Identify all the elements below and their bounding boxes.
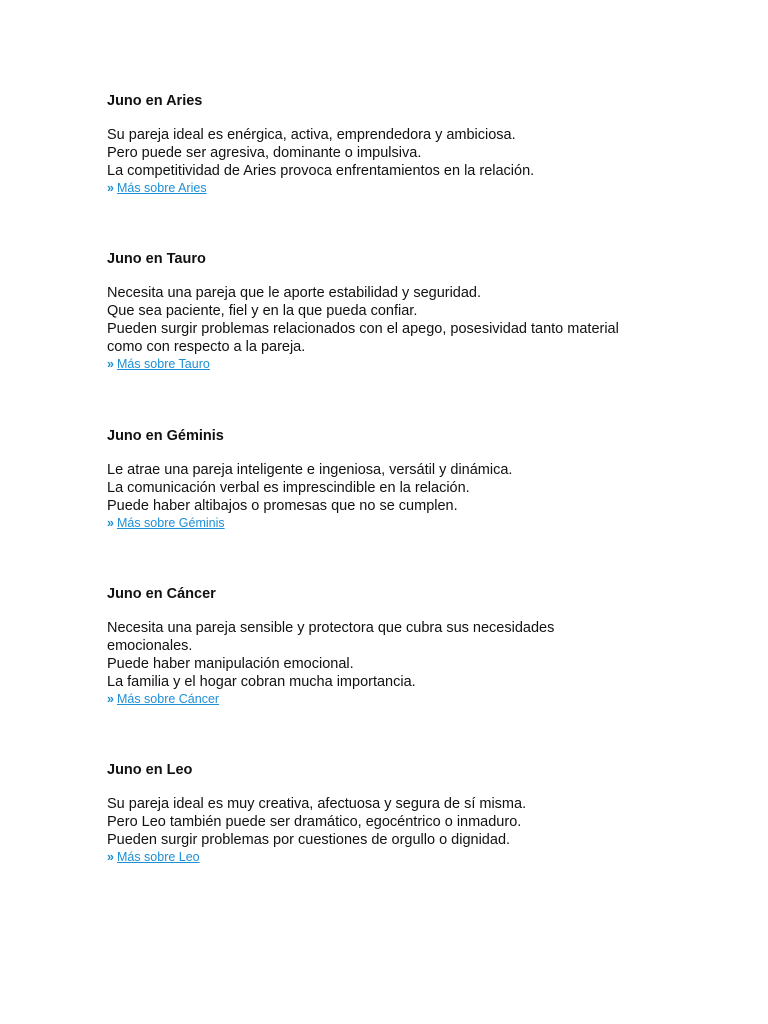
body-line: Pero Leo también puede ser dramático, egocéntrico o inmaduro.: [107, 814, 522, 830]
body-line: Necesita una pareja sensible y protectora que cubra sus necesidades: [107, 620, 555, 636]
body-line: Le atrae una pareja inteligente e ingeniosa, versátil y dinámica.: [107, 462, 513, 478]
body-line: Necesita una pareja que le aporte estabilidad y seguridad.: [107, 285, 482, 301]
body-line: Que sea paciente, fiel y en la que pueda confiar.: [107, 303, 418, 319]
more-link-row-aries: [107, 180, 667, 196]
section-tauro: [107, 250, 667, 372]
body-line: emocionales.: [107, 638, 193, 654]
raquo-icon: »: [107, 850, 114, 864]
body-line: Su pareja ideal es enérgica, activa, emprendedora y ambiciosa.: [107, 127, 516, 143]
section-body-leo: [107, 795, 667, 849]
section-body-tauro: [107, 284, 667, 356]
section-body-geminis: [107, 461, 667, 515]
section-aries: [107, 92, 667, 196]
body-line: La familia y el hogar cobran mucha importancia.: [107, 674, 416, 690]
body-line: Pueden surgir problemas relacionados con el apego, posesividad tanto material: [107, 321, 619, 337]
section-heading-tauro: Juno en Tauro: [107, 251, 206, 267]
body-line: La competitividad de Aries provoca enfrentamientos en la relación.: [107, 163, 535, 179]
body-line: Puede haber manipulación emocional.: [107, 656, 354, 672]
section-heading-leo: Juno en Leo: [107, 762, 193, 778]
more-link-row-tauro: [107, 356, 667, 372]
section-heading-aries: Juno en Aries: [107, 93, 203, 109]
more-link-tauro[interactable]: Más sobre Tauro: [116, 357, 210, 371]
more-link-aries[interactable]: Más sobre Aries: [116, 181, 207, 195]
section-geminis: [107, 427, 667, 531]
body-line: Puede haber altibajos o promesas que no se cumplen.: [107, 498, 458, 514]
body-line: La comunicación verbal es imprescindible en la relación.: [107, 480, 470, 496]
section-body-aries: [107, 126, 667, 180]
raquo-icon: »: [107, 516, 114, 530]
raquo-icon: »: [107, 692, 114, 706]
section-heading-geminis: Juno en Géminis: [107, 428, 224, 444]
more-link-row-cancer: [107, 691, 667, 707]
body-line: como con respecto a la pareja.: [107, 339, 306, 355]
more-link-leo[interactable]: Más sobre Leo: [116, 850, 200, 864]
section-cancer: [107, 585, 667, 707]
body-line: Su pareja ideal es muy creativa, afectuosa y segura de sí misma.: [107, 796, 527, 812]
more-link-geminis[interactable]: Más sobre Géminis: [116, 516, 225, 530]
more-link-row-geminis: [107, 515, 667, 531]
body-line: Pueden surgir problemas por cuestiones de orgullo o dignidad.: [107, 832, 511, 848]
more-link-cancer[interactable]: Más sobre Cáncer: [116, 692, 220, 706]
raquo-icon: »: [107, 181, 114, 195]
more-link-row-leo: [107, 849, 667, 865]
section-leo: [107, 761, 667, 865]
section-body-cancer: [107, 619, 667, 691]
body-line: Pero puede ser agresiva, dominante o impulsiva.: [107, 145, 422, 161]
section-heading-cancer: Juno en Cáncer: [107, 586, 216, 602]
raquo-icon: »: [107, 357, 114, 371]
